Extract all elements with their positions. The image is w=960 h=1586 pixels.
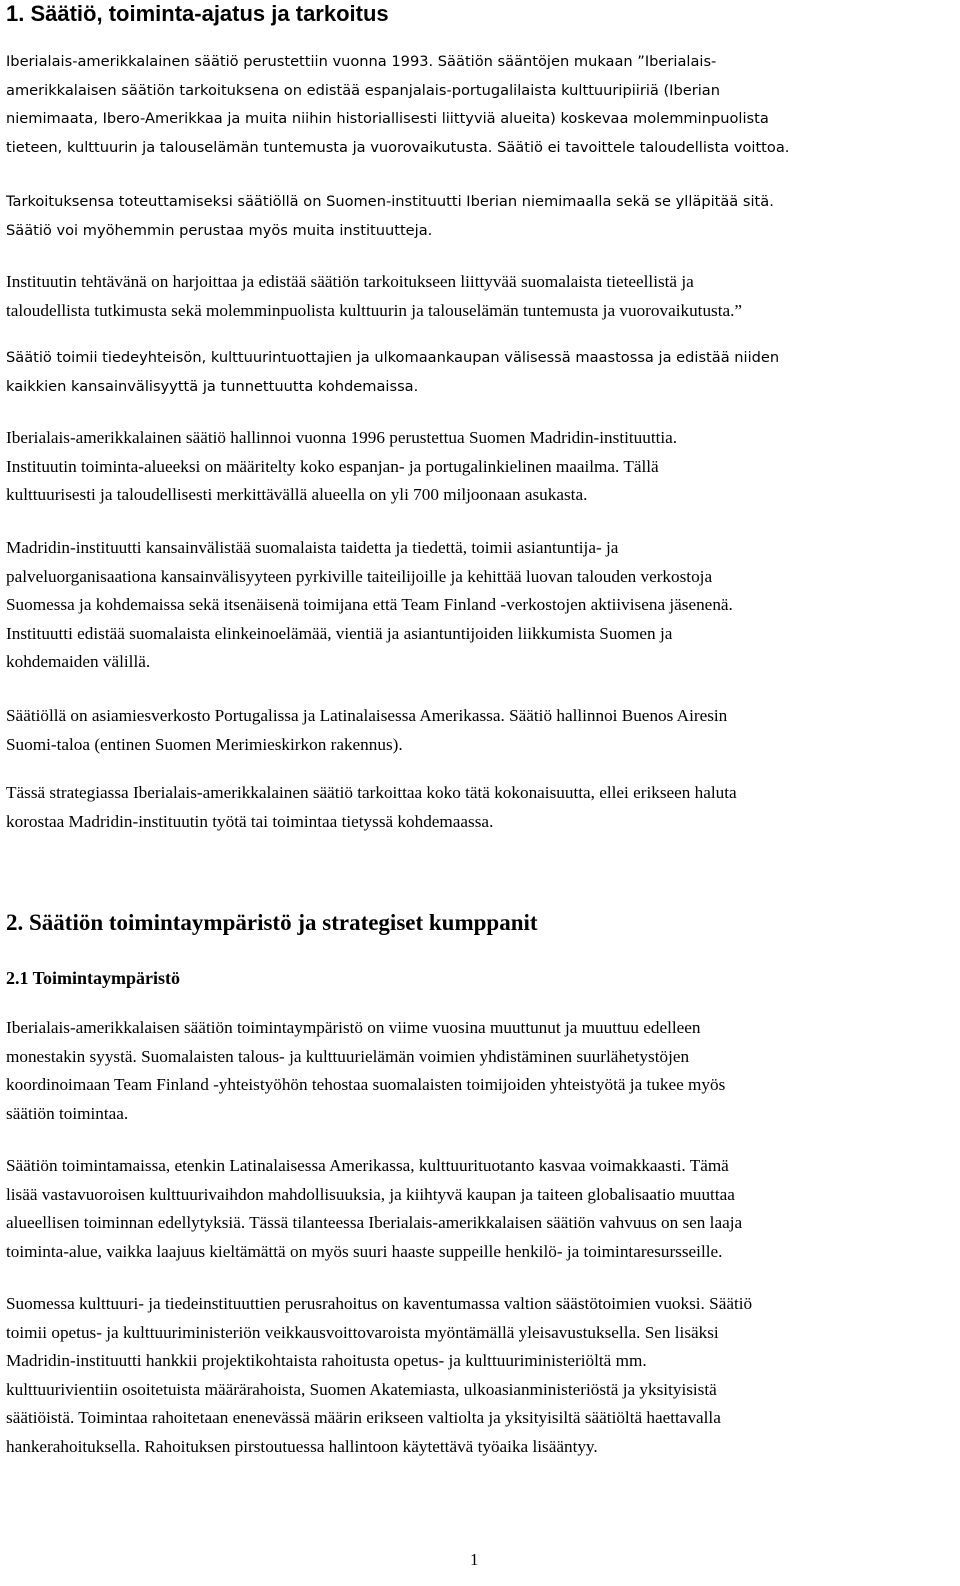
paragraph: [6, 702, 951, 759]
paragraph: [6, 1014, 951, 1128]
text-line: Säätiöllä on asiamiesverkosto Portugalissa ja Latinalaisessa Amerikassa. Säätiö hallinnoi Buenos Airesin: [6, 706, 728, 725]
paragraph: [6, 779, 951, 836]
text-line: Säätiö toimii tiedeyhteisön, kulttuurintuottajien ja ulkomaankaupan välisessä maastossa ja edistää niiden: [6, 349, 780, 366]
paragraph: [6, 188, 951, 245]
section-2-heading: 2. Säätiön toimintaympäristö ja strategiset kumppanit: [6, 910, 538, 935]
paragraph: [6, 534, 951, 677]
paragraph: [6, 48, 951, 162]
text-line: lisää vastavuoroisen kulttuurivaihdon mahdollisuuksia, ja kiihtyvä kaupan ja taiteen globalisaatio muuttaa: [6, 1184, 735, 1204]
text-line: Instituutin tehtävänä on harjoittaa ja edistää säätiön tarkoitukseen liittyvää suomalaista tieteellistä ja: [6, 272, 694, 291]
text-line: korostaa Madridin-instituutin työtä tai toimintaa tietyssä kohdemaassa.: [6, 811, 494, 831]
text-line: Madridin-instituutti kansainvälistää suomalaista taidetta ja tiedettä, toimii asiantuntija- ja: [6, 538, 619, 557]
paragraph: [6, 1290, 951, 1462]
text-line: koordinoimaan Team Finland -yhteistyöhön tehostaa suomalaisten toimijoiden yhteistyötä ja tukee myös: [6, 1075, 726, 1095]
section-1-heading: 1. Säätiö, toiminta-ajatus ja tarkoitus: [6, 1, 389, 26]
text-line: alueellisen toiminnan edellytyksiä. Tässä tilanteessa Iberialais-amerikkalaisen säätiön vahvuus on sen laaja: [6, 1213, 743, 1233]
text-line: Tässä strategiassa Iberialais-amerikkalainen säätiö tarkoittaa koko tätä kokonaisuutta, ellei erikseen haluta: [6, 783, 737, 802]
text-line: säätiön toimintaa.: [6, 1103, 129, 1123]
text-line: Suomi-taloa (entinen Suomen Merimieskirkon rakennus).: [6, 734, 403, 754]
paragraph: [6, 424, 951, 510]
paragraph: [6, 1152, 951, 1266]
text-line: niemimaata, Ibero-Amerikkaa ja muita niihin historiallisesti liittyviä alueita) koskevaa molemminpuolista: [6, 110, 769, 128]
text-line: Tarkoituksensa toteuttamiseksi säätiöllä on Suomen-instituutti Iberian niemimaalla sekä se ylläpitää sitä.: [6, 193, 774, 210]
text-line: Iberialais-amerikkalaisen säätiön toimintaympäristö on viime vuosina muuttunut ja muuttuu edelleen: [6, 1018, 701, 1037]
text-line: palveluorganisaationa kansainvälisyyteen pyrkiville taiteilijoille ja kehittää luovan talouden verkostoja: [6, 566, 713, 586]
text-line: Suomessa ja kohdemaissa sekä itsenäisenä toimijana että Team Finland -verkostojen aktiivisena jäsenenä.: [6, 595, 733, 615]
text-line: Säätiö voi myöhemmin perustaa myös muita instituutteja.: [6, 221, 433, 239]
text-line: kulttuurivientiin osoitetuista määrärahoista, Suomen Akatemiasta, ulkoasianministeriöstä ja yksityisistä: [6, 1379, 717, 1399]
text-line: kohdemaiden välillä.: [6, 652, 151, 672]
text-line: Iberialais-amerikkalainen säätiö perustettiin vuonna 1993. Säätiön sääntöjen mukaan ”Iberialais-: [6, 53, 717, 70]
text-line: säätiöistä. Toimintaa rahoitetaan enenevässä määrin erikseen valtiolta ja yksityisiltä säätiöltä haettavalla: [6, 1408, 721, 1428]
paragraph: [6, 344, 951, 401]
text-line: Suomessa kulttuuri- ja tiedeinstituuttien perusrahoitus on kaventumassa valtion säästötoimien vuoksi. Säätiö: [6, 1294, 753, 1313]
text-line: monestakin syystä. Suomalaisten talous- ja kulttuurielämän voimien yhdistäminen suurlähetystöjen: [6, 1046, 690, 1066]
text-line: Iberialais-amerikkalainen säätiö hallinnoi vuonna 1996 perustettua Suomen Madridin-instituuttia.: [6, 428, 678, 447]
text-line: kaikkien kansainvälisyyttä ja tunnettuutta kohdemaissa.: [6, 377, 419, 395]
page-number: 1: [470, 1550, 479, 1569]
text-line: toiminta-alue, vaikka laajuus kieltämättä on myös suuri haaste suppeille henkilö- ja toimintaresursseille.: [6, 1241, 723, 1261]
text-line: amerikkalaisen säätiön tarkoituksena on edistää espanjalais-portugalilaista kulttuuripiiriä (Iberian: [6, 81, 720, 99]
text-line: Instituutti edistää suomalaista elinkeinoelämää, vientiä ja asiantuntijoiden liikkumista Suomen ja: [6, 623, 673, 643]
section-2-1-subheading: 2.1 Toimintaympäristö: [6, 968, 181, 988]
text-line: tieteen, kulttuurin ja talouselämän tuntemusta ja vuorovaikutusta. Säätiö ei tavoittele taloudellista voittoa.: [6, 138, 790, 156]
text-line: Instituutin toiminta-alueeksi on määritelty koko espanjan- ja portugalinkielinen maailma. Tällä: [6, 456, 659, 476]
text-line: Madridin-instituutti hankkii projektikohtaista rahoitusta opetus- ja kulttuuriministeriöltä mm.: [6, 1351, 647, 1371]
text-line: kulttuurisesti ja taloudellisesti merkittävällä alueella on yli 700 miljoonaan asukasta.: [6, 485, 588, 505]
text-line: Säätiön toimintamaissa, etenkin Latinalaisessa Amerikassa, kulttuurituotanto kasvaa voimakkaasti. Tämä: [6, 1156, 729, 1175]
paragraph: [6, 268, 951, 325]
text-line: toimii opetus- ja kulttuuriministeriön veikkausvoittovaroista myöntämällä yleisavustuksella. Sen lisäksi: [6, 1322, 719, 1342]
text-line: hankerahoituksella. Rahoituksen pirstoutuessa hallintoon käytettävä työaika lisääntyy.: [6, 1436, 598, 1456]
text-line: taloudellista tutkimusta sekä molemminpuolista kulttuurin ja talouselämän tuntemusta ja vuorovaikutusta.”: [6, 300, 743, 320]
